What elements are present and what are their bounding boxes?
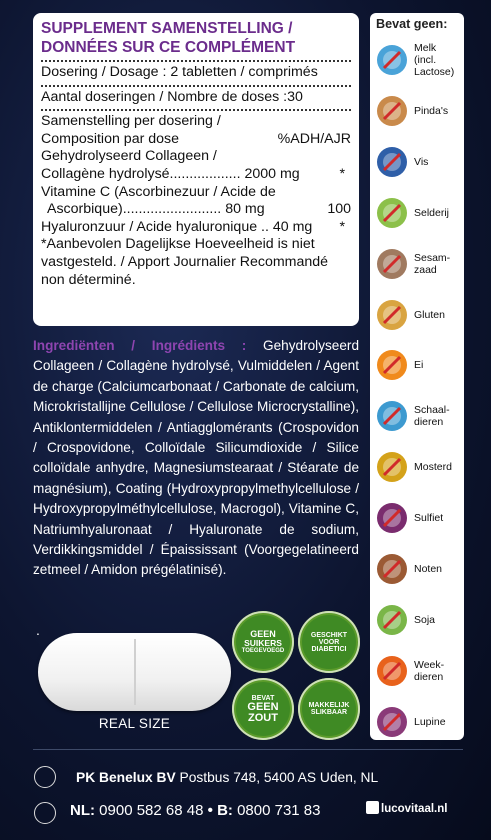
badge-text: GEEN bbox=[250, 629, 276, 640]
badge-text: TOEGEVOEGD bbox=[241, 647, 285, 654]
allergen-item bbox=[370, 194, 464, 244]
divider bbox=[41, 85, 351, 87]
mollusc-icon bbox=[377, 656, 407, 686]
dot-separator: . bbox=[36, 622, 40, 638]
badge-no-salt bbox=[232, 678, 294, 740]
allergen-label: Selderij bbox=[414, 206, 450, 219]
divider bbox=[41, 109, 351, 111]
allergen-label: Lupine bbox=[414, 715, 446, 728]
per-dose-label: Composition par dose bbox=[41, 130, 180, 147]
allergen-item bbox=[370, 448, 464, 498]
badge-no-sugar bbox=[232, 611, 294, 673]
hyal-row bbox=[41, 219, 351, 237]
vitc-ref: 100 bbox=[327, 201, 351, 218]
divider bbox=[41, 60, 351, 62]
real-size-caption: REAL SIZE bbox=[98, 716, 171, 731]
allergen-label: Gluten bbox=[414, 308, 445, 321]
ingredients-text bbox=[33, 336, 359, 581]
collagen-amount: Collagène hydrolysé.................. 2000 mg bbox=[41, 165, 300, 182]
badge-text: BEVAT bbox=[251, 694, 275, 702]
badge-diabetic bbox=[298, 611, 360, 673]
phone-numbers bbox=[70, 802, 320, 819]
tablet-image bbox=[38, 633, 231, 711]
separator: • bbox=[207, 802, 213, 819]
badge-easy-swallow bbox=[298, 678, 360, 740]
footnote-1: *Aanbevolen Dagelijkse Hoeveelheid is niet bbox=[41, 236, 315, 253]
fish-icon bbox=[377, 147, 407, 177]
allergen-item bbox=[370, 245, 464, 295]
allergen-item bbox=[370, 499, 464, 549]
allergen-item bbox=[370, 296, 464, 346]
b-label: B: bbox=[217, 802, 233, 819]
per-dose-row-2 bbox=[41, 131, 351, 149]
per-dose-row-1: Samenstelling per dosering / bbox=[41, 113, 221, 130]
hyal-amount: Hyaluronzuur / Acide hyaluronique .. 40 mg bbox=[41, 218, 313, 235]
brand-logo-icon bbox=[366, 801, 379, 814]
ingredients-body: Gehydrolyseerd Collageen / Collagène hydrolysé, Vulmiddelen / Agent de charge (Calciumcarbonaat / Carbonate de calcium, Microkristallijne Cellulose / Cellulose Microcrystalline), Antiklontermiddelen / Antiagglomérants (Crospovidon / Crospovidone, Colloïdale Silicumdioxide / Silice colloïdale anhydre, Magnesiumstearaat / Stéarate de magnésium), Coating (Hydroxypropylmethylcellulose / Hydroxypropylméthylcellulose, Macrogol), Vitamine C, Natriumhyaluronaat / Hyaluronate de sodium, Verdikkingsmiddel / Épaississant (Voorgegelatineerd zetmeel / Amidon prégélatinisé). bbox=[33, 338, 360, 578]
vitc-row-2 bbox=[41, 201, 351, 219]
allergen-label: Vis bbox=[414, 155, 429, 168]
composition-title-1: SUPPLEMENT SAMENSTELLING / bbox=[41, 20, 293, 37]
allergen-label: Soja bbox=[414, 613, 436, 626]
badge-text: SLIKBAAR bbox=[310, 709, 348, 716]
vitc-amount: Ascorbique)......................... 80 mg bbox=[47, 201, 265, 218]
collagen-ref: * bbox=[339, 165, 345, 182]
sulphite-icon bbox=[377, 503, 407, 533]
phone-logo-icon bbox=[34, 802, 56, 824]
allergen-label: Week- dieren bbox=[414, 658, 445, 683]
doses-row: Aantal doseringen / Nombre de doses :30 bbox=[41, 88, 303, 105]
allergen-label: Melk (incl. Lactose) bbox=[414, 42, 455, 78]
allergen-label: Noten bbox=[414, 563, 443, 575]
vitc-row-1: Vitamine C (Ascorbinezuur / Acide de bbox=[41, 183, 276, 200]
celery-icon bbox=[377, 198, 407, 228]
dosage-row: Dosering / Dosage : 2 tabletten / comprimés bbox=[41, 64, 318, 80]
allergen-label: Ei bbox=[414, 359, 424, 372]
adh-header: %ADH/AJR bbox=[277, 130, 351, 147]
allergen-title: Bevat geen: bbox=[376, 17, 448, 31]
badge-text: VOOR bbox=[318, 638, 340, 646]
badge-text: GESCHIKT bbox=[310, 631, 348, 639]
egg-icon bbox=[377, 350, 407, 380]
gluten-icon bbox=[377, 300, 407, 330]
nl-label: NL: bbox=[70, 802, 95, 819]
allergen-label: Sulfiet bbox=[414, 512, 444, 525]
footnote-2: vastgesteld. / Apport Journalier Recommandé bbox=[41, 253, 329, 270]
mustard-icon bbox=[377, 452, 407, 482]
collagen-row-1: Gehydrolyseerd Collageen / bbox=[41, 148, 217, 165]
badge-text: ZOUT bbox=[248, 711, 278, 724]
badge-text: MAKKELIJK bbox=[308, 702, 350, 709]
company-name: PK Benelux BV bbox=[76, 770, 176, 785]
brand-name: lucovitaal.nl bbox=[381, 803, 448, 815]
nuts-icon bbox=[377, 554, 407, 584]
allergen-label: Sesam- zaad bbox=[414, 251, 451, 276]
company-address bbox=[76, 770, 378, 785]
allergen-item bbox=[370, 143, 464, 193]
allergen-item bbox=[370, 652, 464, 702]
hyal-ref: * bbox=[339, 218, 345, 235]
badge-text: SUIKERS bbox=[244, 638, 282, 649]
allergen-item bbox=[370, 397, 464, 447]
b-number: 0800 731 83 bbox=[237, 802, 321, 819]
footnote-3: non déterminé. bbox=[41, 271, 136, 288]
badge-text: GEEN bbox=[247, 700, 279, 713]
tablet-score-line bbox=[134, 639, 136, 705]
allergen-item bbox=[370, 550, 464, 600]
badge-text: DIABETICI bbox=[311, 645, 347, 653]
composition-title-2: DONNÉES SUR CE COMPLÉMENT bbox=[41, 39, 296, 56]
allergen-label: Pinda's bbox=[414, 104, 449, 117]
allergen-item bbox=[370, 703, 464, 753]
composition-panel bbox=[33, 13, 359, 326]
lupin-icon bbox=[377, 707, 407, 737]
address-text: Postbus 748, 5400 AS Uden, NL bbox=[179, 770, 379, 785]
footer-divider bbox=[33, 749, 463, 750]
milk-icon bbox=[377, 45, 407, 75]
allergen-item bbox=[370, 346, 464, 396]
allergen-item bbox=[370, 92, 464, 142]
shellfish-icon bbox=[377, 401, 407, 431]
allergen-item bbox=[370, 41, 464, 91]
nl-number: 0900 582 68 48 bbox=[99, 802, 204, 819]
collagen-row-2 bbox=[41, 166, 351, 184]
allergen-item bbox=[370, 601, 464, 651]
sesame-icon bbox=[377, 249, 407, 279]
peanut-icon bbox=[377, 96, 407, 126]
brand-link[interactable] bbox=[366, 801, 447, 815]
allergen-panel bbox=[370, 13, 464, 740]
allergen-label: Mosterd bbox=[414, 461, 452, 474]
pk-logo-icon bbox=[34, 766, 56, 788]
ingredients-label: Ingrediënten / Ingrédients : bbox=[33, 338, 247, 353]
soy-icon bbox=[377, 605, 407, 635]
allergen-label: Schaal- dieren bbox=[414, 404, 450, 429]
